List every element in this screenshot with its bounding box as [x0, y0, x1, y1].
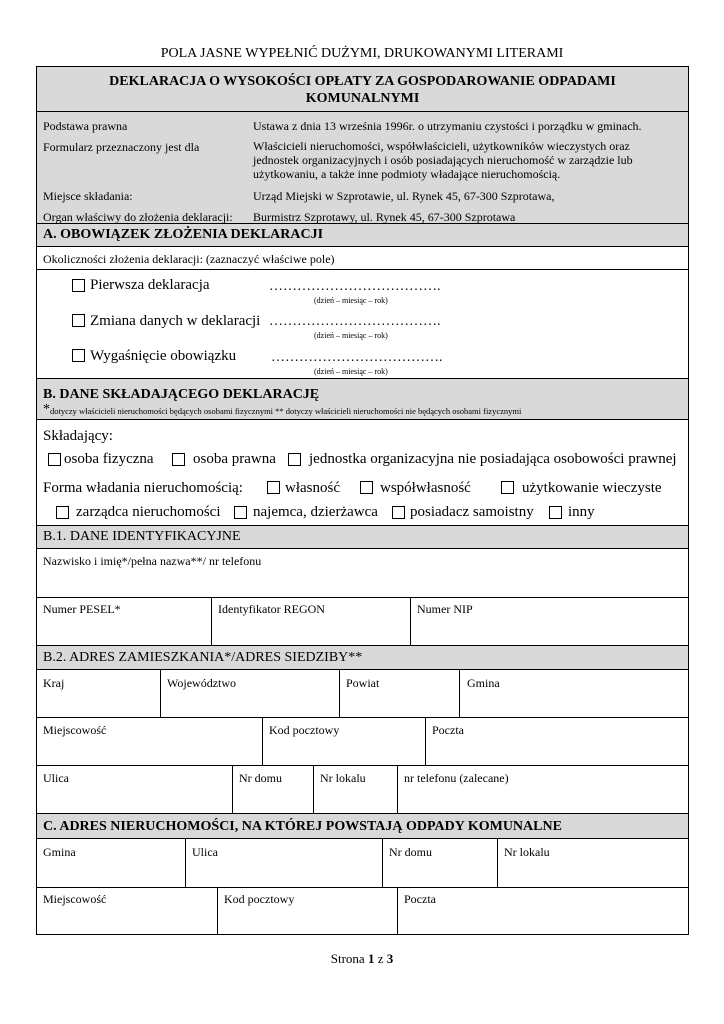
tenant-checkbox[interactable]: [234, 506, 247, 519]
section-b-title: B. DANE SKŁADAJĄCEGO DEKLARACJĘ: [43, 387, 320, 402]
page-prefix: Strona: [330, 951, 368, 966]
ownership-checkbox[interactable]: [267, 481, 280, 494]
authority-value: Burmistrz Szprotawy, ul. Rynek 45, 67-300 Szprotawa: [253, 210, 516, 224]
legal-person-checkbox[interactable]: [172, 453, 185, 466]
fill-instruction: POLA JASNE WYPEŁNIĆ DUŻYMI, DRUKOWANYMI LITERAMI: [160, 46, 564, 61]
other-label: inny: [568, 504, 595, 520]
expiry-date-hint: (dzień – miesiąc – rok): [314, 367, 388, 376]
authority-label: Organ właściwy do złożenia deklaracji:: [43, 210, 233, 224]
tenant-label: najemca, dzierżawca: [253, 504, 378, 520]
first-declaration-label: Pierwsza deklaracja: [90, 277, 210, 293]
expiry-label: Wygaśnięcie obowiązku: [90, 348, 237, 364]
first-declaration-checkbox[interactable]: [72, 279, 85, 292]
property-municipality-field-label[interactable]: Gmina: [43, 845, 76, 859]
country-field-label[interactable]: Kraj: [43, 676, 65, 690]
section-b-note: dotyczy właścicieli nieruchomości będących osobami fizycznymi ** dotyczy właścicieli nieruchomości nie będących osobami fizycznymi: [50, 406, 522, 416]
organizational-unit-label: jednostka organizacyjna nie posiadająca osobowości prawnej: [309, 451, 677, 467]
ownership-label: Forma władania nieruchomością:: [43, 480, 243, 496]
legal-person-label: osoba prawna: [193, 451, 276, 467]
ownership-option-label: własność: [285, 480, 340, 496]
intended-for-value: Właścicieli nieruchomości, współwłaścicieli, użytkowników wieczystych oraz jednostek organizacyjnych i osób posiadających nieruchomość w zarządzie lub użytkowaniu, a także inne podmioty władające nieruchomością.: [253, 139, 633, 181]
first-declaration-date-hint: (dzień – miesiąc – rok): [314, 296, 388, 305]
county-field-label[interactable]: Powiat: [346, 676, 380, 690]
total-pages: 3: [386, 951, 394, 966]
expiry-checkbox[interactable]: [72, 349, 85, 362]
expiry-date[interactable]: ……………………………….: [271, 350, 443, 365]
voivodeship-field-label[interactable]: Województwo: [167, 676, 237, 690]
submission-place-value: Urząd Miejski w Szprotawie, ul. Rynek 45, 67-300 Szprotawa,: [253, 189, 555, 203]
name-field-label[interactable]: Nazwisko i imię*/pełna nazwa**/ nr telefonu: [43, 554, 262, 568]
declaration-form: [36, 66, 689, 935]
municipality-field-label[interactable]: Gmina: [467, 676, 500, 690]
perpetual-usufruct-label: użytkowanie wieczyste: [522, 480, 662, 496]
property-house-number-field-label[interactable]: Nr domu: [389, 845, 432, 859]
property-postal-code-field-label[interactable]: Kod pocztowy: [224, 892, 295, 906]
co-ownership-label: współwłasność: [380, 480, 471, 496]
section-b-note-star: *: [43, 402, 50, 417]
natural-person-checkbox[interactable]: [48, 453, 61, 466]
form-title-line1: DEKLARACJA O WYSOKOŚCI OPŁATY ZA GOSPODAROWANIE ODPADAMI: [109, 74, 616, 89]
perpetual-usufruct-checkbox[interactable]: [501, 481, 514, 494]
data-change-date[interactable]: ……………………………….: [269, 314, 441, 329]
page-mid: z: [374, 951, 387, 966]
street-field-label[interactable]: Ulica: [43, 771, 69, 785]
section-a-title: A. OBOWIĄZEK ZŁOŻENIA DEKLARACJI: [43, 227, 324, 242]
property-manager-label: zarządca nieruchomości: [76, 504, 221, 520]
nip-field-label[interactable]: Numer NIP: [417, 602, 473, 616]
data-change-date-hint: (dzień – miesiąc – rok): [314, 331, 388, 340]
legal-basis-label: Podstawa prawna: [43, 119, 128, 133]
locality-field-label[interactable]: Miejscowość: [43, 723, 107, 737]
natural-person-label: osoba fizyczna: [64, 451, 154, 467]
property-post-office-field-label[interactable]: Poczta: [404, 892, 436, 906]
post-office-field-label[interactable]: Poczta: [432, 723, 464, 737]
apartment-number-field-label[interactable]: Nr lokalu: [320, 771, 366, 785]
form-title-line2: KOMUNALNYMI: [305, 91, 420, 106]
regon-field-label[interactable]: Identyfikator REGON: [218, 602, 325, 616]
page-number: [0, 951, 724, 967]
circumstances-label: Okoliczności złożenia deklaracji: (zaznaczyć właściwe pole): [43, 252, 335, 266]
phone-field-label[interactable]: nr telefonu (zalecane): [404, 771, 509, 785]
pesel-field-label[interactable]: Numer PESEL*: [43, 602, 121, 616]
section-b1-title: B.1. DANE IDENTYFIKACYJNE: [43, 529, 241, 544]
property-manager-checkbox[interactable]: [56, 506, 69, 519]
other-checkbox[interactable]: [549, 506, 562, 519]
submission-place-label: Miejsce składania:: [43, 189, 133, 203]
property-locality-field-label[interactable]: Miejscowość: [43, 892, 107, 906]
section-b2-title: B.2. ADRES ZAMIESZKANIA*/ADRES SIEDZIBY**: [43, 650, 363, 665]
independent-possessor-checkbox[interactable]: [392, 506, 405, 519]
independent-possessor-label: posiadacz samoistny: [410, 504, 534, 520]
house-number-field-label[interactable]: Nr domu: [239, 771, 282, 785]
first-declaration-date[interactable]: ……………………………….: [269, 279, 441, 294]
postal-code-field-label[interactable]: Kod pocztowy: [269, 723, 340, 737]
section-c-title: C. ADRES NIERUCHOMOŚCI, NA KTÓREJ POWSTAJĄ ODPADY KOMUNALNE: [43, 819, 562, 834]
co-ownership-checkbox[interactable]: [360, 481, 373, 494]
current-page: 1: [367, 951, 375, 966]
data-change-label: Zmiana danych w deklaracji: [90, 313, 261, 329]
organizational-unit-checkbox[interactable]: [288, 453, 301, 466]
property-apartment-number-field-label[interactable]: Nr lokalu: [504, 845, 550, 859]
data-change-checkbox[interactable]: [72, 314, 85, 327]
submitter-label: Składający:: [43, 428, 113, 444]
property-street-field-label[interactable]: Ulica: [192, 845, 218, 859]
intended-for-label: Formularz przeznaczony jest dla: [43, 140, 200, 154]
legal-basis-value: Ustawa z dnia 13 września 1996r. o utrzymaniu czystości i porządku w gminach.: [253, 119, 642, 133]
